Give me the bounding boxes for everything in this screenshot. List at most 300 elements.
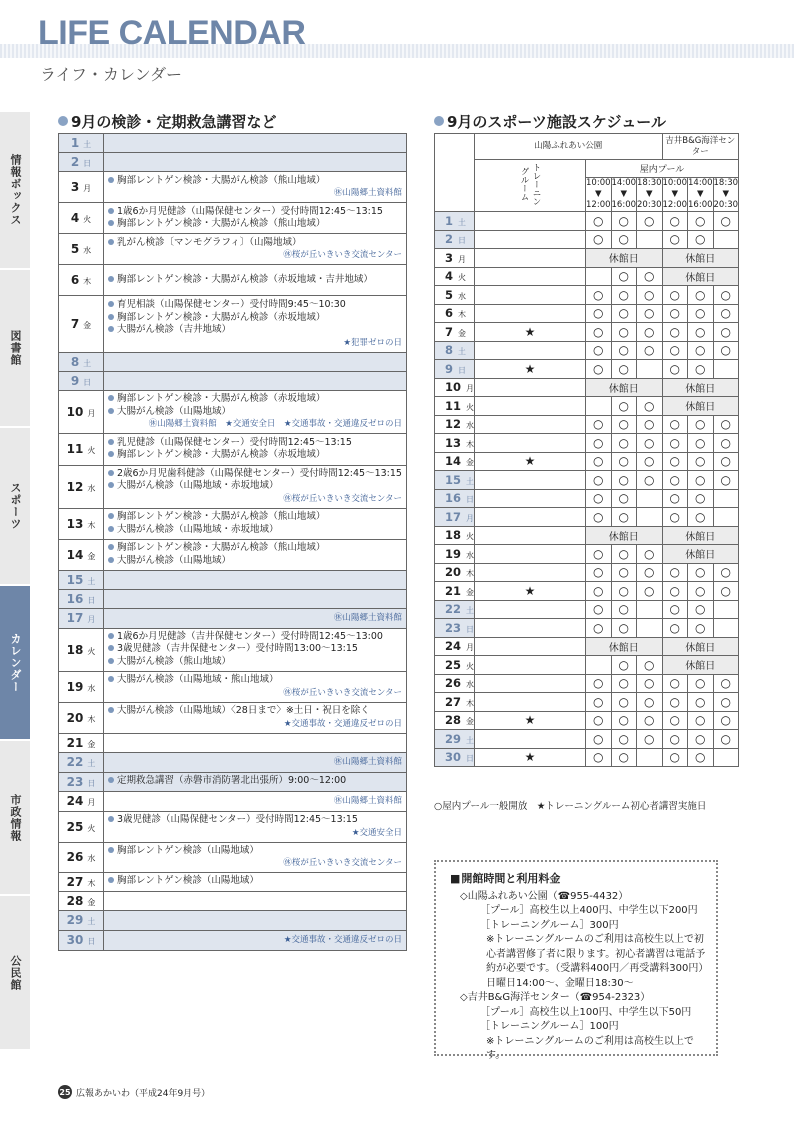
pool-slot: ○ bbox=[586, 212, 612, 231]
day-number: 8 bbox=[70, 355, 80, 369]
pool-slot: ○ bbox=[611, 674, 637, 693]
closed-cell: 休館日 bbox=[586, 526, 663, 545]
pool-slot bbox=[713, 489, 739, 508]
day-number: 4 bbox=[70, 211, 80, 225]
pool-slot: ○ bbox=[713, 286, 739, 305]
calendar-events bbox=[104, 433, 407, 465]
event-note: ★交通事故・交通違反ゼロの日 bbox=[283, 718, 402, 729]
weekday: 日 bbox=[87, 937, 96, 946]
weekday: 木 bbox=[87, 520, 96, 530]
calendar-events bbox=[104, 628, 407, 671]
weekday: 土 bbox=[83, 140, 92, 149]
weekday: 日 bbox=[458, 365, 467, 375]
pool-slot: ○ bbox=[611, 397, 637, 416]
weekday: 金 bbox=[87, 551, 96, 561]
weekday: 金 bbox=[83, 321, 92, 330]
pool-slot: ○ bbox=[586, 508, 612, 527]
event-item: 大腸がん検診（山陽地域・赤坂地域） bbox=[108, 524, 402, 537]
pool-slot: ○ bbox=[611, 341, 637, 360]
weekday: 水 bbox=[87, 683, 96, 693]
side-tab[interactable] bbox=[0, 270, 30, 428]
calendar-date bbox=[59, 372, 104, 391]
day-number: 10 bbox=[66, 404, 84, 419]
weekday: 土 bbox=[87, 917, 96, 926]
pool-slot: ○ bbox=[688, 434, 714, 453]
side-tab[interactable] bbox=[0, 586, 30, 741]
weekday: 日 bbox=[466, 624, 475, 634]
pool-slot: ○ bbox=[586, 360, 612, 379]
day-number: 25 bbox=[66, 819, 84, 834]
schedule-date bbox=[435, 323, 475, 342]
calendar-events bbox=[104, 589, 407, 608]
calendar-date bbox=[59, 265, 104, 296]
pool-slot: ○ bbox=[688, 212, 714, 231]
calendar-events bbox=[104, 353, 407, 372]
weekday: 日 bbox=[466, 495, 475, 505]
calendar-date bbox=[59, 203, 104, 234]
pool-slot: ○ bbox=[688, 619, 714, 638]
weekday: 月 bbox=[87, 615, 96, 624]
schedule-date bbox=[435, 489, 475, 508]
weekday: 金 bbox=[466, 717, 475, 727]
pool-slot: ○ bbox=[586, 730, 612, 749]
calendar-row bbox=[59, 372, 407, 391]
schedule-row bbox=[435, 526, 739, 545]
pool-slot: ○ bbox=[688, 489, 714, 508]
day-number: 30 bbox=[66, 933, 84, 947]
weekday: 土 bbox=[87, 576, 96, 586]
weekday: 土 bbox=[458, 217, 467, 227]
training-mark: ★ bbox=[475, 360, 586, 379]
calendar-events bbox=[104, 842, 407, 872]
event-item: 胸部レントゲン検診・大腸がん検診（熊山地域） bbox=[108, 218, 402, 231]
side-tab[interactable] bbox=[0, 112, 30, 270]
pool-slot: ○ bbox=[637, 397, 663, 416]
schedule-date bbox=[435, 267, 475, 286]
calendar-row bbox=[59, 153, 407, 172]
training-mark bbox=[475, 674, 586, 693]
event-note: ㊡山陽郷土資料館 bbox=[333, 188, 402, 198]
day-number: 14 bbox=[445, 454, 462, 469]
pool-slot: ○ bbox=[688, 600, 714, 619]
day-number: 22 bbox=[445, 602, 462, 617]
pool-slot: ○ bbox=[713, 693, 739, 712]
calendar-row bbox=[59, 433, 407, 465]
day-number: 18 bbox=[445, 528, 462, 543]
calendar-row bbox=[59, 465, 407, 508]
event-item: 乳がん検診〔マンモグラフィ〕（山陽地域） bbox=[108, 237, 402, 250]
schedule-date bbox=[435, 508, 475, 527]
day-number: 7 bbox=[70, 317, 80, 331]
schedule-date bbox=[435, 471, 475, 490]
pool-slot: ○ bbox=[688, 304, 714, 323]
weekday: 月 bbox=[87, 798, 96, 807]
calendar-row bbox=[59, 772, 407, 791]
day-number: 20 bbox=[445, 565, 462, 580]
time-slot-header: 18:30 ▼ 20:30 bbox=[713, 178, 739, 210]
facility1-header: 山陽ふれあい公園 bbox=[475, 134, 663, 160]
pool-slot: ○ bbox=[713, 341, 739, 360]
schedule-date bbox=[435, 360, 475, 379]
weekday: 水 bbox=[466, 680, 475, 690]
pool-slot: ○ bbox=[662, 693, 688, 712]
weekday: 火 bbox=[87, 446, 96, 455]
pool-slot: ○ bbox=[586, 323, 612, 342]
event-item: 胸部レントゲン検診・大腸がん検診（熊山地域） bbox=[108, 542, 402, 555]
training-mark bbox=[475, 341, 586, 360]
pool-slot: ○ bbox=[688, 582, 714, 601]
schedule-date bbox=[435, 452, 475, 471]
calendar-row bbox=[59, 234, 407, 265]
day-number: 13 bbox=[66, 516, 84, 531]
schedule-row bbox=[435, 489, 739, 508]
calendar-events bbox=[104, 203, 407, 234]
schedule-date bbox=[435, 674, 475, 693]
training-mark bbox=[475, 304, 586, 323]
calendar-row bbox=[59, 265, 407, 296]
event-item: 大腸がん検診（山陽地域） bbox=[108, 555, 402, 568]
weekday: 水 bbox=[87, 483, 96, 493]
calendar-date bbox=[59, 353, 104, 372]
closed-cell: 休館日 bbox=[586, 249, 663, 268]
event-item: 2歳6か月児歯科健診（山陽保健センター）受付時間12:45～13:15 bbox=[108, 468, 402, 481]
day-number: 27 bbox=[445, 694, 462, 709]
schedule-date bbox=[435, 730, 475, 749]
pool-slot: ○ bbox=[637, 323, 663, 342]
pool-slot: ○ bbox=[662, 674, 688, 693]
day-number: 6 bbox=[70, 273, 80, 287]
pool-slot: ○ bbox=[713, 212, 739, 231]
pool-slot: ○ bbox=[688, 471, 714, 490]
pool-slot bbox=[637, 748, 663, 767]
pool-slot bbox=[713, 230, 739, 249]
day-number: 10 bbox=[445, 380, 462, 395]
schedule-row bbox=[435, 693, 739, 712]
event-item: 大腸がん検診（山陽地域・赤坂地域） bbox=[108, 480, 402, 493]
sports-schedule bbox=[434, 133, 739, 767]
day-number: 15 bbox=[66, 572, 84, 587]
day-number: 14 bbox=[66, 547, 84, 562]
pool-slot: ○ bbox=[611, 267, 637, 286]
training-mark: ★ bbox=[475, 323, 586, 342]
pool-slot: ○ bbox=[611, 582, 637, 601]
calendar-row bbox=[59, 589, 407, 608]
schedule-row bbox=[435, 730, 739, 749]
training-mark bbox=[475, 545, 586, 564]
pool-slot: ○ bbox=[637, 693, 663, 712]
event-item: 胸部レントゲン検診・大腸がん検診（赤坂地域） bbox=[108, 449, 402, 462]
pool-slot: ○ bbox=[586, 452, 612, 471]
calendar-row bbox=[59, 872, 407, 891]
schedule-date bbox=[435, 619, 475, 638]
pool-header: 屋内プール bbox=[586, 160, 739, 178]
training-mark bbox=[475, 730, 586, 749]
calendar-row bbox=[59, 508, 407, 539]
info-line: ◇吉井B&G海洋センター（☎954-2323） bbox=[460, 992, 651, 1003]
pool-slot: ○ bbox=[688, 693, 714, 712]
event-note: ㊡桜が丘いきいき交流センター bbox=[283, 858, 402, 868]
weekday: 日 bbox=[87, 778, 96, 788]
page-number: 25 bbox=[58, 1085, 72, 1099]
pool-slot: ○ bbox=[662, 600, 688, 619]
day-number: 3 bbox=[70, 180, 80, 194]
training-mark bbox=[475, 619, 586, 638]
pool-slot: ○ bbox=[662, 748, 688, 767]
side-tab-label: 図書館 bbox=[9, 330, 22, 366]
calendar-date bbox=[59, 811, 104, 842]
training-mark bbox=[475, 378, 586, 397]
event-item: 大腸がん検診（山陽地域） bbox=[108, 406, 402, 419]
page-title: LIFE CALENDAR bbox=[38, 14, 306, 52]
event-item: 胸部レントゲン検診・大腸がん検診（熊山地域） bbox=[108, 511, 402, 524]
side-tab[interactable] bbox=[0, 896, 30, 1051]
schedule-date bbox=[435, 656, 475, 675]
pool-slot: ○ bbox=[611, 286, 637, 305]
pool-slot: ○ bbox=[611, 693, 637, 712]
day-number: 12 bbox=[445, 417, 462, 432]
pool-slot: ○ bbox=[662, 286, 688, 305]
pool-slot bbox=[586, 656, 612, 675]
pool-slot: ○ bbox=[662, 619, 688, 638]
pool-slot: ○ bbox=[637, 304, 663, 323]
pool-slot: ○ bbox=[688, 452, 714, 471]
calendar-date bbox=[59, 628, 104, 671]
day-number: 20 bbox=[66, 710, 84, 725]
calendar-date bbox=[59, 891, 104, 910]
pool-slot: ○ bbox=[662, 230, 688, 249]
weekday: 火 bbox=[83, 215, 92, 224]
training-mark bbox=[475, 600, 586, 619]
calendar-events bbox=[104, 811, 407, 842]
closed-cell: 休館日 bbox=[662, 378, 739, 397]
schedule-row bbox=[435, 230, 739, 249]
time-slot-header: 18:30 ▼ 20:30 bbox=[637, 178, 662, 210]
side-tab-label: 公民館 bbox=[9, 954, 22, 991]
calendar-row bbox=[59, 842, 407, 872]
calendar-row bbox=[59, 203, 407, 234]
right-section-title: 9月のスポーツ施設スケジュール bbox=[434, 111, 666, 132]
weekday: 月 bbox=[458, 254, 467, 264]
calendar-row bbox=[59, 752, 407, 772]
pool-slot: ○ bbox=[662, 415, 688, 434]
calendar-events bbox=[104, 891, 407, 910]
event-item: 1歳6か月児健診（山陽保健センター）受付時間12:45～13:15 bbox=[108, 206, 402, 219]
pool-slot: ○ bbox=[662, 730, 688, 749]
schedule-date bbox=[435, 304, 475, 323]
calendar-events bbox=[104, 791, 407, 811]
calendar-row bbox=[59, 811, 407, 842]
weekday: 水 bbox=[87, 854, 96, 863]
event-note: ★交通安全日 bbox=[351, 827, 402, 838]
pool-slot: ○ bbox=[662, 434, 688, 453]
calendar-events bbox=[104, 752, 407, 772]
pool-slot: ○ bbox=[586, 582, 612, 601]
day-number: 29 bbox=[445, 731, 462, 746]
calendar-row bbox=[59, 671, 407, 702]
weekday: 土 bbox=[87, 759, 96, 768]
closed-cell: 休館日 bbox=[662, 397, 739, 416]
day-number: 9 bbox=[445, 361, 454, 376]
day-number: 17 bbox=[445, 509, 462, 524]
time-slot-header: 10:00 ▼ 12:00 bbox=[586, 178, 611, 210]
day-number: 12 bbox=[66, 479, 84, 494]
pool-slot: ○ bbox=[611, 212, 637, 231]
calendar-row bbox=[59, 391, 407, 434]
calendar-row bbox=[59, 172, 407, 203]
day-number: 26 bbox=[445, 676, 462, 691]
calendar-date bbox=[59, 791, 104, 811]
weekday: 土 bbox=[458, 347, 467, 357]
info-line: ［プール］高校生以上400円、中学生以下200円 bbox=[480, 905, 698, 916]
weekday: 火 bbox=[466, 661, 475, 671]
pool-slot bbox=[713, 619, 739, 638]
calendar-row bbox=[59, 791, 407, 811]
pool-slot: ○ bbox=[662, 452, 688, 471]
event-item: 1歳6か月児健診（吉井保健センター）受付時間12:45～13:00 bbox=[108, 631, 402, 644]
calendar-date bbox=[59, 508, 104, 539]
side-tab-label: 市政情報 bbox=[9, 793, 22, 842]
schedule-date bbox=[435, 434, 475, 453]
publication-name: 広報あかいわ（平成24年9月号） bbox=[76, 1088, 211, 1099]
pool-slot: ○ bbox=[611, 730, 637, 749]
day-number: 18 bbox=[66, 642, 84, 657]
pool-slot: ○ bbox=[713, 730, 739, 749]
event-note: ★交通事故・交通違反ゼロの日 bbox=[283, 934, 402, 945]
time-slot-header: 10:00 ▼ 12:00 bbox=[662, 178, 688, 210]
calendar-events bbox=[104, 608, 407, 628]
day-number: 2 bbox=[445, 232, 454, 247]
closed-cell: 休館日 bbox=[662, 526, 739, 545]
pool-slot: ○ bbox=[713, 674, 739, 693]
day-number: 11 bbox=[66, 442, 84, 456]
pool-slot: ○ bbox=[611, 748, 637, 767]
pool-slot: ○ bbox=[713, 471, 739, 490]
pool-slot: ○ bbox=[611, 415, 637, 434]
pool-slot: ○ bbox=[713, 452, 739, 471]
pool-slot: ○ bbox=[611, 545, 637, 564]
calendar-date bbox=[59, 772, 104, 791]
calendar-row bbox=[59, 733, 407, 752]
pool-slot: ○ bbox=[586, 545, 612, 564]
pool-slot: ○ bbox=[611, 619, 637, 638]
pool-slot: ○ bbox=[586, 286, 612, 305]
calendar-events bbox=[104, 372, 407, 391]
day-number: 17 bbox=[66, 611, 84, 625]
pool-slot: ○ bbox=[586, 415, 612, 434]
day-number: 4 bbox=[445, 269, 454, 284]
event-note: ㊡桜が丘いきいき交流センター bbox=[283, 493, 402, 504]
pool-slot bbox=[637, 360, 663, 379]
info-line: ［トレーニングルーム］300円 bbox=[480, 919, 619, 931]
training-mark bbox=[475, 267, 586, 286]
schedule-date bbox=[435, 582, 475, 601]
pool-slot: ○ bbox=[611, 656, 637, 675]
pool-slot: ○ bbox=[586, 471, 612, 490]
pool-slot: ○ bbox=[637, 656, 663, 675]
training-mark bbox=[475, 212, 586, 231]
weekday: 木 bbox=[466, 439, 475, 449]
side-tab-label: 情報ボックス bbox=[9, 154, 22, 226]
pool-slot bbox=[713, 600, 739, 619]
day-number: 24 bbox=[445, 639, 462, 654]
pool-slot: ○ bbox=[688, 415, 714, 434]
pool-slot bbox=[586, 397, 612, 416]
pool-slot: ○ bbox=[611, 304, 637, 323]
side-tab[interactable] bbox=[0, 428, 30, 586]
info-line: ※トレーニングルームのご利用は高校生以上です。 bbox=[486, 1035, 694, 1061]
schedule-row bbox=[435, 508, 739, 527]
calendar-date bbox=[59, 608, 104, 628]
pool-slot: ○ bbox=[611, 323, 637, 342]
pool-slot bbox=[637, 230, 663, 249]
schedule-row bbox=[435, 434, 739, 453]
weekday: 水 bbox=[83, 246, 92, 255]
day-number: 22 bbox=[66, 755, 84, 769]
training-mark bbox=[475, 415, 586, 434]
schedule-row bbox=[435, 582, 739, 601]
calendar-events bbox=[104, 234, 407, 265]
day-number: 16 bbox=[445, 491, 462, 506]
pool-slot: ○ bbox=[637, 471, 663, 490]
weekday: 土 bbox=[466, 735, 475, 745]
pool-slot: ○ bbox=[637, 674, 663, 693]
weekday: 日 bbox=[83, 159, 92, 168]
closed-cell: 休館日 bbox=[662, 637, 739, 656]
closed-cell: 休館日 bbox=[662, 267, 739, 286]
schedule-row bbox=[435, 378, 739, 397]
day-number: 13 bbox=[445, 435, 462, 450]
pool-slot bbox=[637, 600, 663, 619]
weekday: 月 bbox=[83, 184, 92, 193]
info-line: ※トレーニングルームのご利用は高校生以上で初心者講習修了者に限ります。初心者講習は電話予約が必要です。（受講料400円／再受講料300円） bbox=[486, 934, 709, 974]
calendar-row bbox=[59, 702, 407, 733]
pool-slot: ○ bbox=[586, 693, 612, 712]
pool-slot: ○ bbox=[688, 508, 714, 527]
schedule-row bbox=[435, 674, 739, 693]
pool-slot: ○ bbox=[713, 304, 739, 323]
training-mark: ★ bbox=[475, 452, 586, 471]
day-number: 19 bbox=[445, 546, 462, 561]
weekday: 木 bbox=[458, 310, 467, 320]
side-tabs bbox=[0, 112, 30, 1051]
schedule-legend: ○屋内プール一般開放 ★トレーニングルーム初心者講習実施日 bbox=[434, 801, 707, 812]
footer bbox=[58, 1085, 210, 1099]
calendar-row bbox=[59, 570, 407, 589]
schedule-row bbox=[435, 267, 739, 286]
event-note: ㊡桜が丘いきいき交流センター bbox=[283, 687, 402, 698]
calendar-row bbox=[59, 910, 407, 930]
calendar-date bbox=[59, 433, 104, 465]
pool-slot bbox=[637, 619, 663, 638]
schedule-date bbox=[435, 637, 475, 656]
side-tab[interactable] bbox=[0, 741, 30, 896]
calendar-date bbox=[59, 910, 104, 930]
event-item: 大腸がん検診（山陽地域・熊山地域） bbox=[108, 674, 402, 687]
day-number: 24 bbox=[66, 794, 84, 808]
weekday: 木 bbox=[83, 277, 92, 286]
pool-slot: ○ bbox=[662, 489, 688, 508]
weekday: 火 bbox=[87, 823, 96, 833]
pool-slot: ○ bbox=[688, 360, 714, 379]
pool-slot: ○ bbox=[713, 563, 739, 582]
event-note: ㊡山陽郷土資料館 bbox=[333, 756, 402, 767]
event-item: 育児相談（山陽保健センター）受付時間9:45～10:30 bbox=[108, 299, 402, 312]
training-mark: ★ bbox=[475, 582, 586, 601]
training-mark bbox=[475, 286, 586, 305]
pool-slot: ○ bbox=[611, 230, 637, 249]
event-item: 胸部レントゲン検診（山陽地域） bbox=[108, 875, 402, 888]
day-number: 21 bbox=[445, 583, 462, 598]
